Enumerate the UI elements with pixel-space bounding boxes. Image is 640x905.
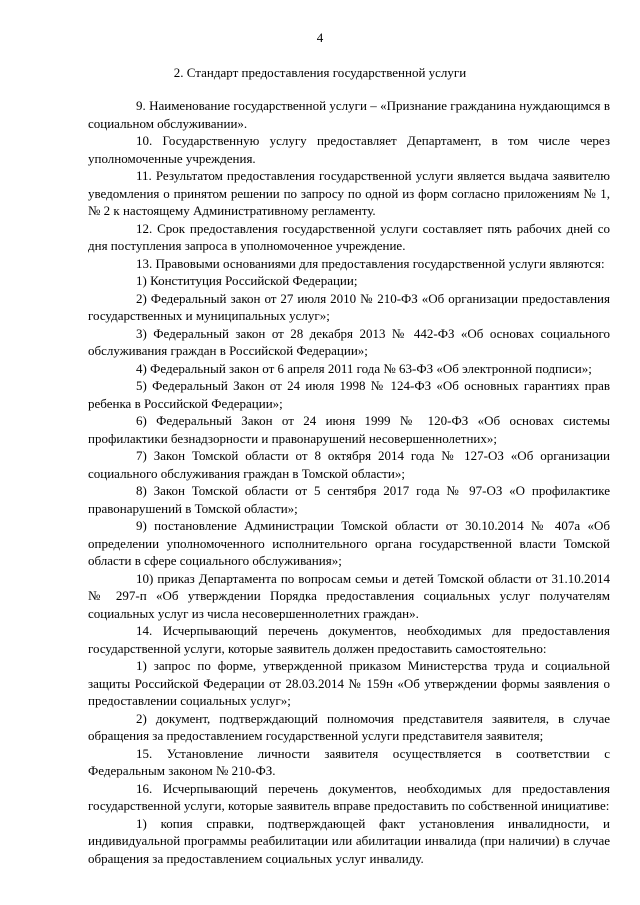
legal-basis-item-10: 10) приказ Департамента по вопросам семьи и детей Томской области от 31.10.2014 № 297-п «Об утверждении Порядка предоставления социальных услуг получателям социальных услуг из числа несовершеннолетних граждан». — [88, 570, 610, 621]
optional-document-item-1: 1) копия справки, подтверждающей факт установления инвалидности, и индивидуальной программы реабилитации или абилитации инвалида (при наличии) в случае обращения за предоставлением социальных услуг инвалиду. — [88, 815, 610, 866]
legal-basis-item-8: 8) Закон Томской области от 5 сентября 2017 года № 97-ОЗ «О профилактике правонарушений в Томской области»; — [88, 483, 610, 516]
paragraph-item-10: 10. Государственную услугу предоставляет Департамент, в том числе через уполномоченные учреждения. — [88, 133, 610, 166]
paragraph-item-13: 13. Правовыми основаниями для предоставления государственной услуги являются: — [136, 255, 605, 271]
paragraph-item-12: 12. Срок предоставления государственной услуги составляет пять рабочих дней со дня поступления запроса в уполномоченное учреждение. — [88, 220, 610, 253]
paragraph-item-14: 14. Исчерпывающий перечень документов, необходимых для предоставления государственной услуги, которые заявитель должен предоставить самостоятельно: — [88, 623, 610, 656]
legal-basis-item-2: 2) Федеральный закон от 27 июля 2010 № 210-ФЗ «Об организации предоставления государственных и муниципальных услуг»; — [88, 290, 610, 323]
required-document-item-1: 1) запрос по форме, утвержденной приказом Министерства труда и социальной защиты Российской Федерации от 28.03.2014 № 159н «Об утверждении формы заявления о предоставлении социальных услуг»; — [88, 658, 610, 708]
legal-basis-item-5: 5) Федеральный Закон от 24 июля 1998 № 124-ФЗ «Об основных гарантиях прав ребенка в Российской Федерации»; — [88, 378, 610, 411]
paragraph-item-16: 16. Исчерпывающий перечень документов, необходимых для предоставления государственной услуги, которые заявитель вправе предоставить по собственной инициативе: — [88, 780, 610, 813]
paragraph-item-11: 11. Результатом предоставления государственной услуги является выдача заявителю уведомления о принятом решении по запросу по одной из форм согласно приложениям № 1, № 2 к настоящему Административному регламенту. — [88, 168, 610, 218]
legal-basis-item-9: 9) постановление Администрации Томской области от 30.10.2014 № 407а «Об определении уполномоченного исполнительного органа государственной власти Томской области в сфере социального обслуживания»; — [88, 518, 610, 568]
paragraph-item-15: 15. Установление личности заявителя осуществляется в соответствии с Федеральным законом № 210-ФЗ. — [88, 745, 610, 778]
legal-basis-item-6: 6) Федеральный Закон от 24 июня 1999 № 120-ФЗ «Об основах системы профилактики безнадзорности и правонарушений несовершеннолетних»; — [88, 413, 610, 446]
required-document-item-2: 2) документ, подтверждающий полномочия представителя заявителя, в случае обращения за предоставлением государственной услуги представителя заявителя; — [88, 710, 610, 743]
legal-basis-item-3: 3) Федеральный закон от 28 декабря 2013 № 442-ФЗ «Об основах социального обслуживания граждан в Российской Федерации»; — [88, 325, 610, 358]
legal-basis-item-7: 7) Закон Томской области от 8 октября 2014 года № 127-ОЗ «Об организации социального обслуживания граждан в Томской области»; — [88, 448, 610, 481]
legal-basis-item-1: 1) Конституция Российской Федерации; — [136, 273, 358, 288]
section-heading: 2. Стандарт предоставления государственной услуги — [173, 65, 467, 80]
page-number: 4 — [316, 30, 324, 45]
document-body — [88, 97, 610, 867]
paragraph-item-9: 9. Наименование государственной услуги – «Признание гражданина нуждающимся в социальном обслуживании». — [88, 98, 610, 131]
legal-basis-item-4: 4) Федеральный закон от 6 апреля 2011 года № 63-ФЗ «Об электронной подписи»; — [136, 360, 592, 376]
